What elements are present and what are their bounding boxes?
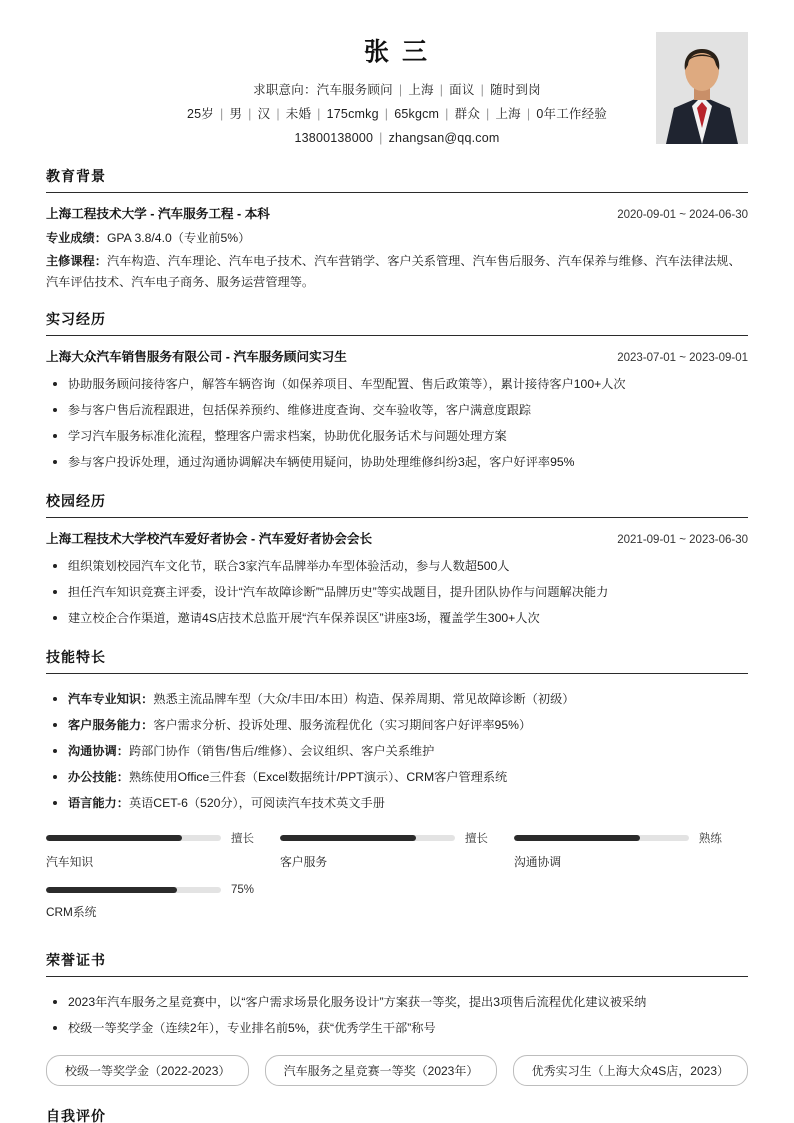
list-item: 学习汽车服务标准化流程，整理客户需求档案，协助优化服务话术与问题处理方案	[46, 423, 748, 449]
divider: |	[276, 107, 280, 121]
status-badge: 校级一等奖学金（2022-2023）	[46, 1055, 249, 1086]
education-entry-head	[46, 203, 748, 222]
skill-name: 沟通协调	[513, 855, 562, 869]
list-item: 建立校企合作渠道，邀请4S店技术总监开展“汽车保养误区”讲座3场，覆盖学生300+人次	[46, 605, 748, 631]
candidate-name: 张 三	[364, 38, 430, 66]
skill-bar-row	[46, 830, 254, 846]
list-item: 参与客户投诉处理，通过沟通协调解决车辆使用疑问，协助处理维修纠纷3起，客户好评率95%	[46, 449, 748, 475]
divider: |	[439, 83, 444, 97]
section-title-campus: 校园经历	[46, 491, 748, 518]
divider: |	[486, 107, 490, 121]
divider: |	[317, 107, 321, 121]
section-education	[46, 166, 748, 293]
list-item: 校级一等奖学金（连续2年），专业排名前5%，获“优秀学生干部”称号	[46, 1015, 748, 1041]
job-intent-2: 面议	[449, 83, 475, 97]
divider: |	[379, 131, 383, 145]
basic-3: 未婚	[285, 107, 312, 121]
basic-5: 65kgcm	[394, 107, 440, 121]
campus-bullets	[46, 553, 748, 631]
divider: |	[398, 83, 403, 97]
divider: |	[526, 107, 531, 121]
resume-header	[46, 32, 748, 150]
divider: |	[384, 107, 389, 121]
list-item: 参与客户售后流程跟进，包括保养预约、维修进度查询、交车验收等，客户满意度跟踪	[46, 397, 748, 423]
campus-entry-date: 2021-09-01 ~ 2023-06-30	[617, 534, 748, 546]
basic-6: 群众	[454, 107, 481, 121]
campus-entry-head	[46, 528, 748, 547]
skill-label: 语言能力：	[68, 796, 129, 810]
job-intent-label: 求职意向：	[253, 83, 317, 97]
email-address: zhangsan@qq.com	[388, 131, 500, 145]
skill-track	[46, 887, 221, 893]
section-body-campus	[46, 518, 748, 631]
section-internship	[46, 309, 748, 475]
skill-bar-row	[514, 830, 722, 846]
section-body-honors	[46, 977, 748, 1086]
phone-number: 13800138000	[294, 131, 374, 145]
skill-text: 客户需求分析、投诉处理、服务流程优化（实习期间客户好评率95%）	[153, 718, 532, 732]
job-intent-line	[46, 78, 748, 102]
skill-text: 英语CET-6（520分），可阅读汽车技术英文手册	[128, 796, 385, 810]
skill-bar-item	[46, 830, 280, 870]
list-item: 组织策划校园汽车文化节，联合3家汽车品牌举办车型体验活动，参与人数超500人	[46, 553, 748, 579]
divider: |	[248, 107, 252, 121]
skill-name: 客户服务	[279, 855, 328, 869]
skill-level: 擅长	[230, 833, 254, 845]
skill-level: 擅长	[464, 833, 488, 845]
list-item	[46, 738, 748, 764]
status-badge: 汽车服务之星竞赛一等奖（2023年）	[265, 1055, 498, 1086]
section-title-skills: 技能特长	[46, 647, 748, 674]
skill-label: 沟通协调：	[68, 744, 129, 758]
internship-entry-date: 2023-07-01 ~ 2023-09-01	[617, 352, 748, 364]
internship-bullets	[46, 371, 748, 475]
section-campus	[46, 491, 748, 631]
skill-fill	[514, 835, 640, 841]
skill-bar-item	[514, 830, 748, 870]
basic-8: 0年工作经验	[536, 107, 607, 121]
skill-level: 熟练	[698, 833, 722, 845]
skill-bars-grid	[46, 830, 748, 934]
education-entry-date: 2020-09-01 ~ 2024-06-30	[617, 209, 748, 221]
contact-line	[46, 126, 748, 150]
list-item	[46, 712, 748, 738]
skill-fill	[46, 887, 177, 893]
basic-info-line	[46, 102, 748, 126]
education-gpa-value: GPA 3.8/4.0（专业前5%）	[106, 231, 251, 245]
skill-bar-row	[46, 884, 254, 896]
skill-label: 办公技能：	[68, 770, 129, 784]
skill-name: CRM系统	[46, 905, 97, 919]
section-body-internship	[46, 336, 748, 475]
list-item	[46, 764, 748, 790]
campus-entry-title: 上海工程技术大学校汽车爱好者协会 - 汽车爱好者协会会长	[46, 532, 373, 546]
skill-track	[514, 835, 689, 841]
job-intent-0: 汽车服务顾问	[316, 83, 393, 97]
section-title-honors: 荣誉证书	[46, 950, 748, 977]
list-item: 2023年汽车服务之星竞赛中，以“客户需求场景化服务设计”方案获一等奖，提出3项售后流程优化建议被采纳	[46, 989, 748, 1015]
education-courses-label: 主修课程：	[46, 254, 107, 268]
status-badge: 优秀实习生（上海大众4S店，2023）	[513, 1055, 748, 1086]
job-intent-3: 随时到岗	[490, 83, 541, 97]
basic-7: 上海	[495, 107, 521, 121]
skill-label: 客户服务能力：	[68, 718, 154, 732]
skill-track	[46, 835, 221, 841]
skill-text: 熟练使用Office三件套（Excel数据统计/PPT演示）、CRM客户管理系统	[128, 770, 508, 784]
internship-entry-title: 上海大众汽车销售服务有限公司 - 汽车服务顾问实习生	[46, 350, 347, 364]
skill-text: 跨部门协作（销售/售后/维修）、会议组织、客户关系维护	[128, 744, 435, 758]
education-courses-value: 汽车构造、汽车理论、汽车电子技术、汽车营销学、客户关系管理、汽车售后服务、汽车保养与维修、汽车法律法规、汽车评估技术、汽车电子商务、服务运营管理等。	[46, 254, 741, 289]
skill-name: 汽车知识	[46, 855, 94, 869]
skill-bar-row	[280, 830, 488, 846]
skill-label: 汽车专业知识：	[68, 692, 154, 706]
internship-entry-head	[46, 346, 748, 365]
basic-2: 汉	[257, 107, 271, 121]
education-gpa-label: 专业成绩：	[46, 231, 107, 245]
skill-text: 熟悉主流品牌车型（大众/丰田/本田）构造、保养周期、常见故障诊断（初级）	[153, 692, 575, 706]
education-courses	[46, 251, 748, 293]
list-item	[46, 790, 748, 816]
honors-bullets	[46, 989, 748, 1041]
education-gpa	[46, 228, 748, 249]
section-honors	[46, 950, 748, 1086]
section-title-self-evaluation: 自我评价	[46, 1106, 748, 1123]
skills-bullets	[46, 686, 748, 816]
section-self-evaluation	[46, 1106, 748, 1123]
divider: |	[220, 107, 224, 121]
list-item	[46, 686, 748, 712]
skill-track	[280, 835, 455, 841]
skill-fill	[46, 835, 182, 841]
skill-bar-item	[280, 830, 514, 870]
section-body-skills	[46, 674, 748, 934]
divider: |	[480, 83, 485, 97]
divider: |	[445, 107, 449, 121]
profile-photo	[656, 32, 748, 144]
education-entry-title: 上海工程技术大学 - 汽车服务工程 - 本科	[46, 207, 270, 221]
basic-1: 男	[229, 107, 243, 121]
basic-4: 175cmkg	[326, 107, 379, 121]
skill-fill	[280, 835, 416, 841]
honors-tags	[46, 1055, 748, 1086]
job-intent-1: 上海	[408, 83, 434, 97]
basic-0: 25岁	[186, 107, 214, 121]
skill-level: 75%	[230, 884, 254, 896]
skill-bar-item	[46, 884, 280, 920]
section-body-education	[46, 193, 748, 293]
list-item: 担任汽车知识竞赛主评委，设计“汽车故障诊断”“品牌历史”等实战题目，提升团队协作与问题解决能力	[46, 579, 748, 605]
section-skills	[46, 647, 748, 934]
section-title-education: 教育背景	[46, 166, 748, 193]
section-title-internship: 实习经历	[46, 309, 748, 336]
list-item: 协助服务顾问接待客户，解答车辆咨询（如保养项目、车型配置、售后政策等），累计接待客户100+人次	[46, 371, 748, 397]
